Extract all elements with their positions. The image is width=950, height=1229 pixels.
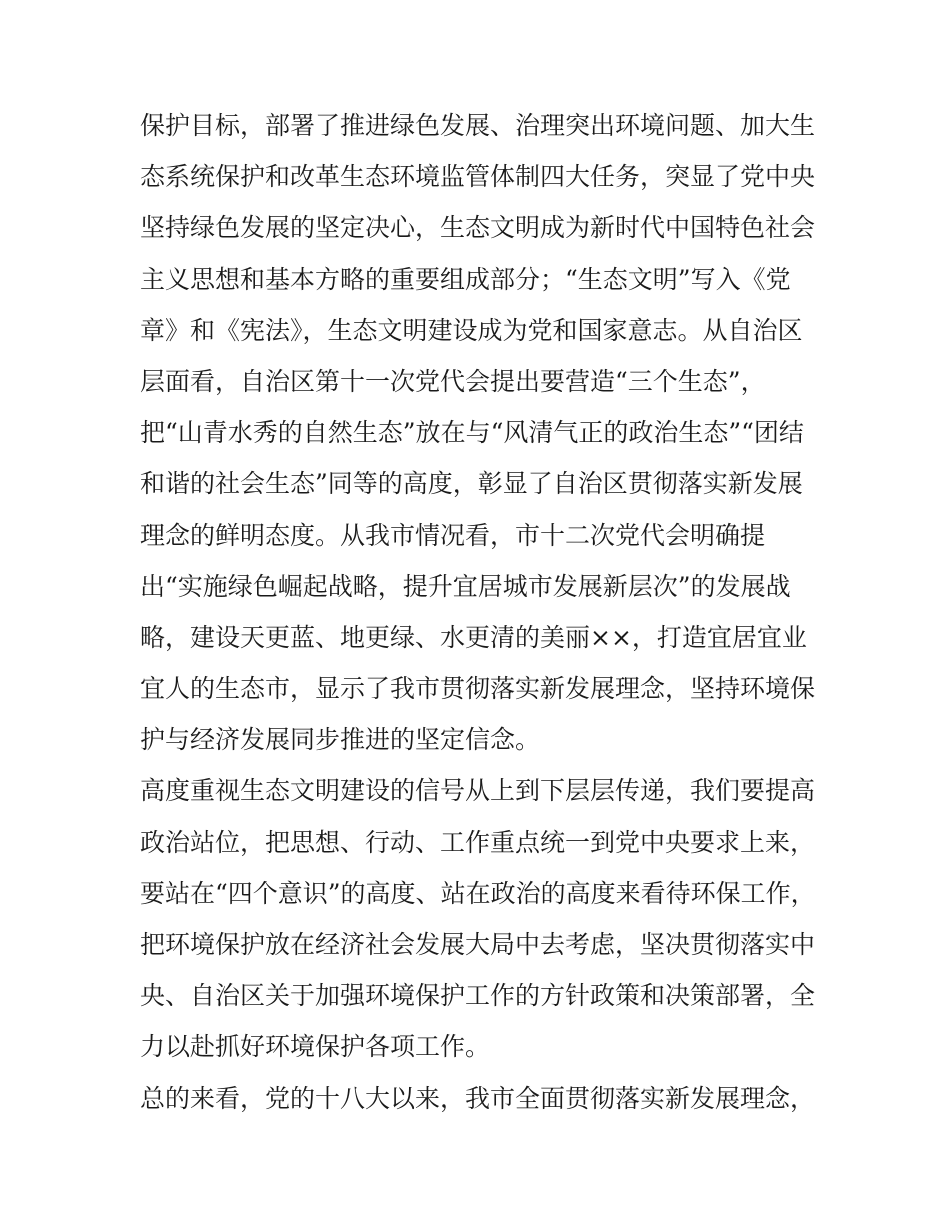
text-line: 宜人的生态市，显示了我市贯彻落实新发展理念，坚持环境保 (140, 674, 816, 704)
text-line: 总的来看，党的十八大以来，我市全面贯彻落实新发展理念， (140, 1083, 816, 1113)
text-line: 略，建设天更蓝、地更绿、水更清的美丽××，打造宜居宜业 (140, 622, 807, 652)
text-line: 保护目标，部署了推进绿色发展、治理突出环境问题、加大生 (140, 111, 816, 140)
text-line: 政治站位，把思想、行动、工作重点统一到党中央要求上来， (140, 827, 816, 857)
body-text (140, 100, 820, 1124)
text-line: 主义思想和基本方略的重要组成部分；“生态文明”写入《党 (140, 264, 791, 294)
text-line: 把“山青水秀的自然生态”放在与“风清气正的政治生态”“团结 (140, 418, 804, 448)
text-line: 护与经济发展同步推进的坚定信念。 (140, 725, 541, 755)
text-line: 理念的鲜明态度。从我市情况看，市十二次党代会明确提 (140, 520, 766, 550)
text-line: 章》和《宪法》，生态文明建设成为党和国家意志。从自治区 (140, 315, 803, 345)
text-line: 央、自治区关于加强环境保护工作的方针政策和决策部署，全 (140, 981, 816, 1011)
text-line: 高度重视生态文明建设的信号从上到下层层传递，我们要提高 (140, 776, 816, 806)
text-line: 把环境保护放在经济社会发展大局中去考虑，坚决贯彻落实中 (140, 930, 816, 959)
text-line: 要站在“四个意识”的高度、站在政治的高度来看待环保工作， (140, 878, 816, 908)
text-line: 坚持绿色发展的坚定决心，生态文明成为新时代中国特色社会 (140, 213, 816, 243)
text-line: 态系统保护和改革生态环境监管体制四大任务，突显了党中央 (140, 162, 816, 192)
text-line: 出“实施绿色崛起战略，提升宜居城市发展新层次”的发展战 (140, 571, 791, 601)
text-line: 层面看，自治区第十一次党代会提出要营造“三个生态”， (140, 366, 766, 396)
text-line: 力以赴抓好环境保护各项工作。 (140, 1032, 491, 1062)
text-line: 和谐的社会生态”同等的高度，彰显了自治区贯彻落实新发展 (140, 469, 803, 499)
